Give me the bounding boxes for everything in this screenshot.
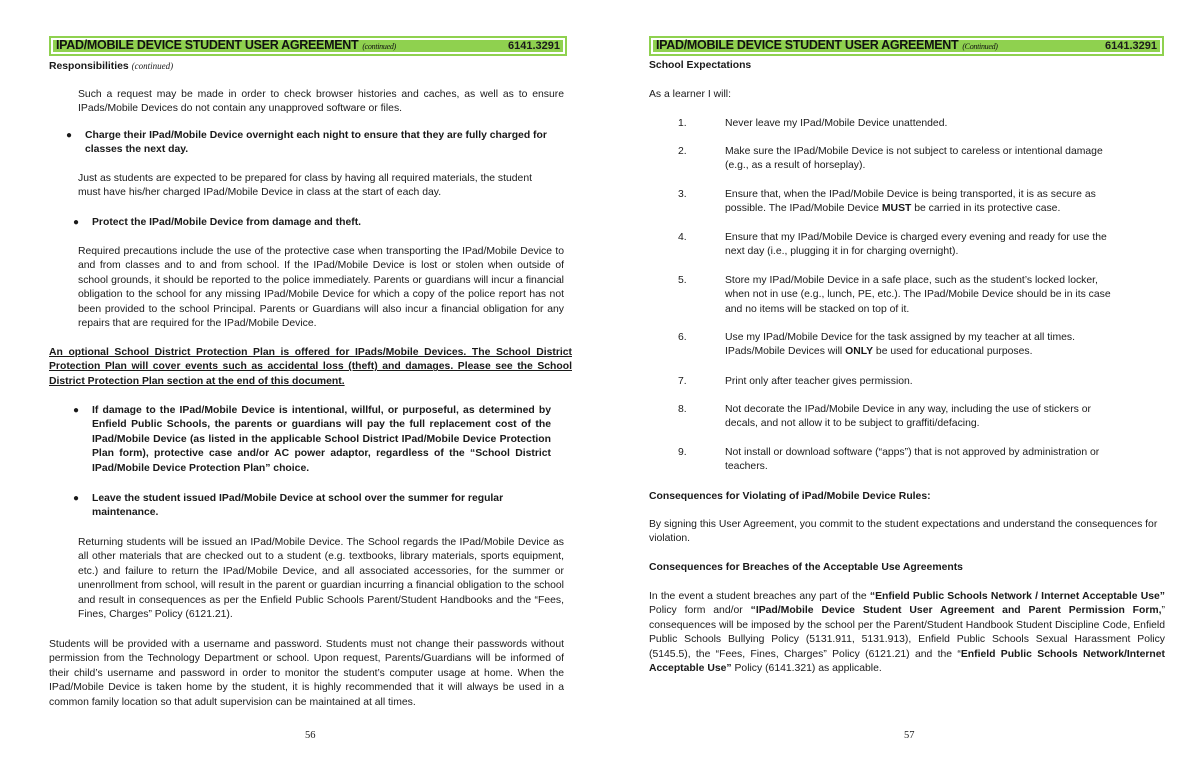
consequences-title: Consequences for Violating of iPad/Mobile Device Rules: xyxy=(649,491,931,502)
page-header xyxy=(49,36,567,56)
item-text xyxy=(725,403,1120,432)
item-number: 8. xyxy=(678,404,687,415)
item-text-run: Not install or download software (“apps”) that is not approved by administration or teachers. xyxy=(725,447,1100,473)
item-text-run: Print only after teacher gives permission. xyxy=(725,376,913,387)
item-text xyxy=(725,188,1120,217)
paragraph: Students will be provided with a username and password. Students must not change their passwords without permission from the Technology Department or school. Upon request, Parents/Guardians will be informed of their child’s username and password in order to monitor the student’s computer usage at home. When the IPad/Mobile Device is taken home by the student, it is highly recommended that it will always be used in a common family location so that adult supervision can be maintained at all times. xyxy=(49,639,564,708)
breaches-title: Consequences for Breaches of the Acceptable Use Agreements xyxy=(649,562,963,573)
item-text-run: Store my IPad/Mobile Device in a safe place, such as the student’s locked locker, when not in use (e.g., lunch, PE, etc.). The IPad/Mobile Device should be in its case and no items will be stacked on top of it. xyxy=(725,275,1111,315)
item-text xyxy=(725,145,1120,174)
page-number: 56 xyxy=(305,730,316,741)
paragraph: Such a request may be made in order to check browser histories and caches, as well as to ensure IPads/Mobile Devices do not contain any unapproved software or files. xyxy=(78,89,564,115)
paragraph: Just as students are expected to be prepared for class by having all required materials, the student must have his/her charged IPad/Mobile Device in class at the start of each day. xyxy=(78,173,532,199)
item-number: 7. xyxy=(678,376,687,387)
text-run: Policy form and/or xyxy=(649,605,751,617)
item-text xyxy=(725,331,1120,360)
item-text-run: Not decorate the IPad/Mobile Device in any way, including the use of stickers or decals, and not allow it to be subject to graffiti/defacing. xyxy=(725,404,1091,430)
item-number: 4. xyxy=(678,232,687,243)
item-text-run: be carried in its protective case. xyxy=(911,203,1061,215)
item-text xyxy=(725,231,1120,260)
item-text-bold: MUST xyxy=(881,203,912,215)
text-run: In the event a student breaches any part of the xyxy=(649,591,870,602)
paragraph: Returning students will be issued an IPad/Mobile Device. The School regards the IPad/Mobile Device as all other materials that are checked out to a student (e.g. textbooks, library materials, sports equipment, etc.) and failure to return the IPad/Mobile Device, and all associated accessories, for the summer or unenrollment from school, will result in the parent or guardian incurring a financial obligation to the school and result in consequences as per the Enfield Public Schools Parent/Student Handbooks and the “Fees, Fines, Charges” Policy (6121.21). xyxy=(78,537,564,621)
bullet-icon: ● xyxy=(66,130,73,141)
header-continued: (continued) xyxy=(362,41,396,51)
policy-name: Enfield Public Schools Network/Internet Acceptable Use” xyxy=(649,648,1165,675)
bullet-item: Leave the student issued IPad/Mobile Device at school over the summer for regular maintenance. xyxy=(92,493,504,519)
bullet-item: Charge their IPad/Mobile Device overnight each night to ensure that they are fully charged for classes the next day. xyxy=(85,130,547,156)
item-text-run: Make sure the IPad/Mobile Device is not subject to careless or intentional damage (e.g., as a result of horseplay). xyxy=(725,146,1103,172)
breaches-text xyxy=(649,590,1165,676)
header-continued: (Continued) xyxy=(962,41,998,51)
item-text xyxy=(725,446,1120,475)
bullet-icon: ● xyxy=(73,405,80,416)
section-title: Responsibilities xyxy=(49,61,129,72)
item-number: 3. xyxy=(678,189,687,200)
policy-name: “IPad/Mobile Device Student User Agreement and Parent Permission Form, xyxy=(750,605,1162,617)
bullet-item: If damage to the IPad/Mobile Device is intentional, willful, or purposeful, as determined by Enfield Public Schools, the parents or guardians will pay the full replacement cost of the IPad/Mobile Device (as listed in the applicable School District IPad/Mobile Device Protection Plan form), protective case and/or AC power adaptor, regardless of the “School District IPad/Mobile Device Protection Plan” choice. xyxy=(92,405,551,474)
page-header xyxy=(649,36,1164,56)
bullet-item: Protect the IPad/Mobile Device from damage and theft. xyxy=(92,217,362,228)
intro-text: As a learner I will: xyxy=(649,89,731,100)
section-heading xyxy=(49,59,569,74)
item-number: 5. xyxy=(678,275,687,286)
bullet-icon: ● xyxy=(73,217,80,228)
item-text-run: Never leave my IPad/Mobile Device unattended. xyxy=(725,118,948,129)
consequences-text: By signing this User Agreement, you commit to the student expectations and understand the consequences for violation. xyxy=(649,519,1158,545)
section-title: School Expectations xyxy=(649,60,752,71)
header-title-wrap xyxy=(56,38,396,54)
text-run: Policy (6141.321) as applicable. xyxy=(731,663,882,675)
item-number: 9. xyxy=(678,447,687,458)
item-text-run: Ensure that my IPad/Mobile Device is charged every evening and ready for use the next day (i.e., plugging it in for charging overnight). xyxy=(725,232,1107,258)
item-number: 2. xyxy=(678,146,687,157)
page-number: 57 xyxy=(904,730,915,741)
bullet-icon: ● xyxy=(73,493,80,504)
protection-plan-notice: An optional School District Protection Plan is offered for IPads/Mobile Devices. The School District Protection Plan will cover events such as accidental loss (theft) and damages. Please see the School District Protection Plan section at the end of this document. xyxy=(49,347,572,387)
section-continued: (continued) xyxy=(131,61,174,71)
item-number: 6. xyxy=(678,332,687,343)
header-title: IPAD/MOBILE DEVICE STUDENT USER AGREEMENT xyxy=(56,37,359,52)
item-text-run: be used for educational purposes. xyxy=(873,346,1033,358)
header-title: IPAD/MOBILE DEVICE STUDENT USER AGREEMENT xyxy=(656,37,959,52)
page-57 xyxy=(600,0,1200,776)
item-text-run: Use my IPad/Mobile Device for the task assigned by my teacher at all times. IPads/Mobile Devices will xyxy=(725,332,1075,358)
item-number: 1. xyxy=(678,118,687,129)
policy-name: “Enfield Public Schools Network / Internet Acceptable Use” xyxy=(869,591,1165,602)
paragraph: Required precautions include the use of the protective case when transporting the IPad/Mobile Device to and from classes and to and from school. If the IPad/Mobile Device is lost or stolen when outside of school grounds, it should be reported to the police immediately. Parents or guardians will incur a financial obligation to the school for any missing IPad/Mobile Device for which a copy of the police report has not been provided to the school Principal. Parents or Guardians will also incur a financial obligation for any repairs that are required for the IPad/Mobile Device. xyxy=(78,246,564,330)
policy-code: 6141.3291 xyxy=(508,39,560,52)
item-text xyxy=(725,375,1120,389)
item-text-run: Ensure that, when the IPad/Mobile Device is being transported, it is as secure as possible. The IPad/Mobile Device xyxy=(725,189,1096,215)
text-run: ” consequences will be imposed by the school per the Parent/Student Handbook Student Discipline Code, Enfield Public Schools Bullying Policy (5131.911, 5131.913), Enfield Public Schools Sexual Harassment Policy (5145.5), the “Fees, Fines, Charges” Policy (6121.21) and the “ xyxy=(649,605,1166,660)
item-text xyxy=(725,274,1125,317)
header-title-wrap xyxy=(656,38,998,54)
item-text xyxy=(725,117,1120,131)
policy-code: 6141.3291 xyxy=(1105,39,1157,52)
item-text-bold: ONLY xyxy=(845,346,874,358)
